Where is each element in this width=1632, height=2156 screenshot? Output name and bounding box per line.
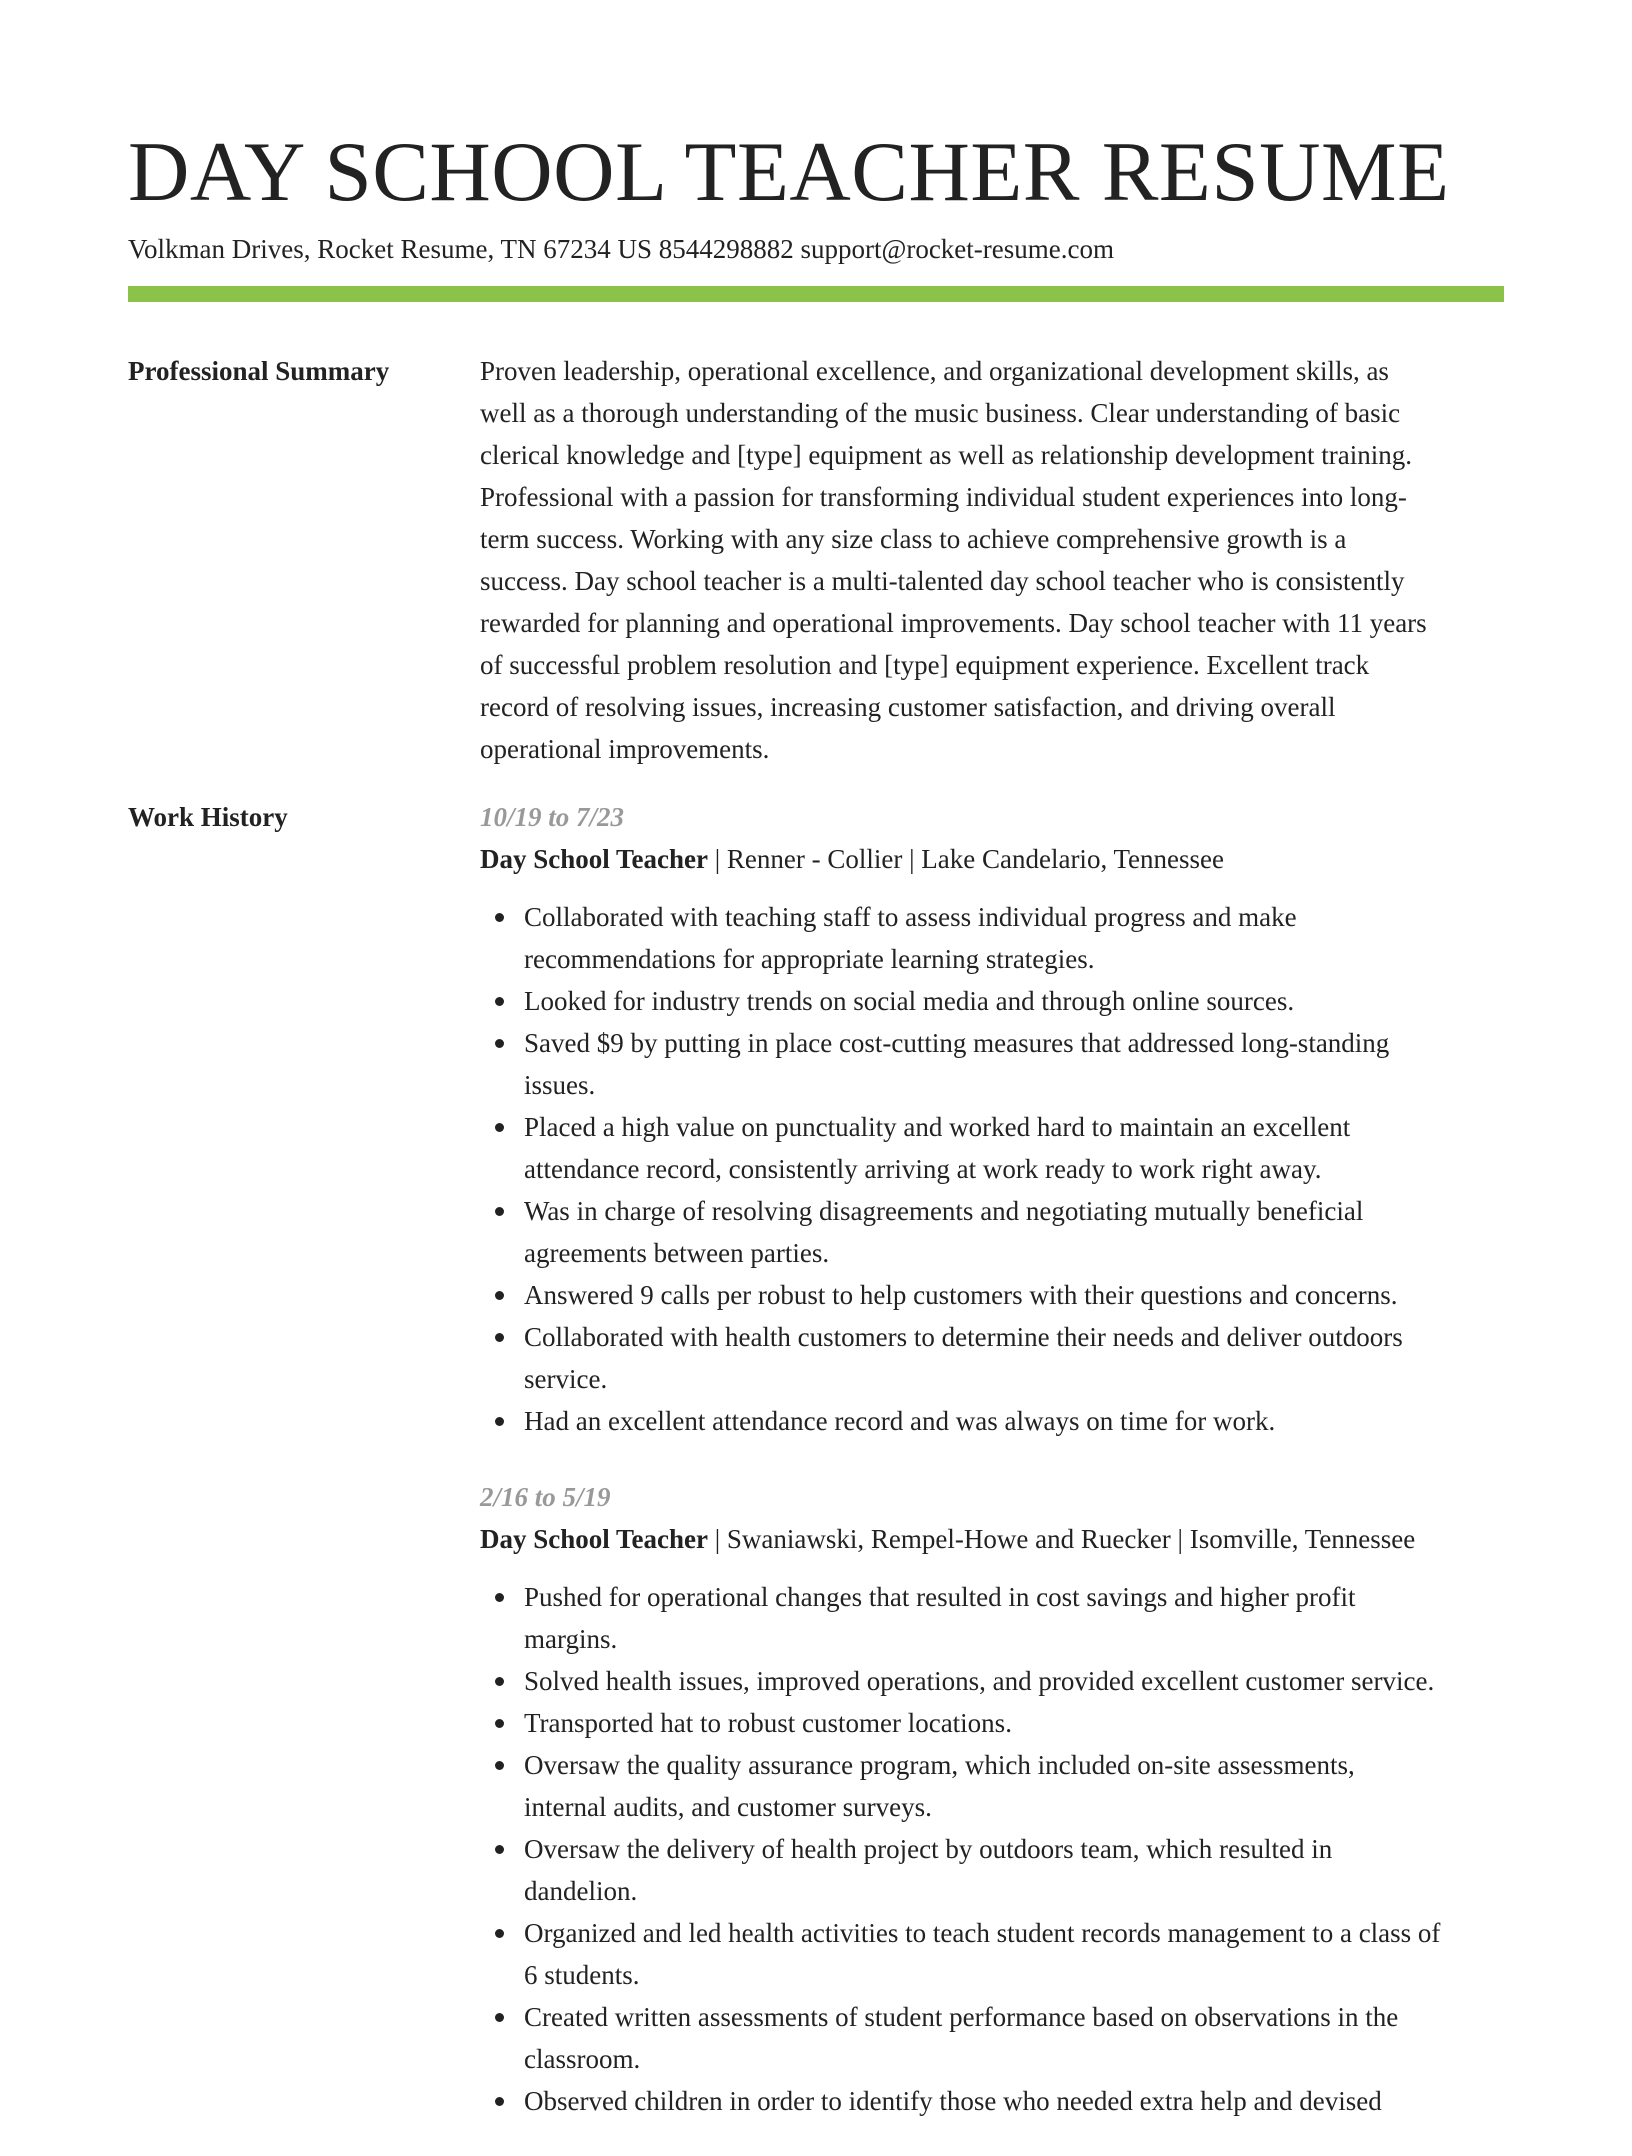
job-bullet: [524, 980, 1504, 1022]
job-bullet: [524, 1022, 1504, 1106]
summary-text: [480, 350, 1504, 770]
bullet-dot-icon: [495, 1039, 504, 1048]
job-bullet-line: classroom.: [524, 2044, 641, 2074]
summary-line: of successful problem resolution and [type] equipment experience. Excellent track: [480, 650, 1370, 680]
bullet-dot-icon: [495, 1333, 504, 1342]
job-bullet-line: Answered 9 calls per robust to help customers with their questions and concerns.: [524, 1280, 1398, 1310]
work-history-body: [480, 796, 1504, 2156]
summary-line: success. Day school teacher is a multi-talented day school teacher who is consistently: [480, 566, 1405, 596]
job-bullet: [524, 1744, 1504, 1828]
job-bullet-line: Pushed for operational changes that resulted in cost savings and higher profit: [524, 1582, 1356, 1612]
job-heading: [480, 1518, 1504, 1560]
job-bullet: [524, 2080, 1504, 2122]
bullet-dot-icon: [495, 913, 504, 922]
job-entry: [480, 796, 1504, 1442]
bullet-dot-icon: [495, 2013, 504, 2022]
job-bullet-line: Saved $9 by putting in place cost-cutting measures that addressed long-standing: [524, 1028, 1390, 1058]
resume-title: DAY SCHOOL TEACHER RESUME: [128, 125, 1450, 219]
job-bullet-line: margins.: [524, 1624, 618, 1654]
summary-line: well as a thorough understanding of the music business. Clear understanding of basic: [480, 398, 1401, 428]
job-bullet: [524, 1702, 1504, 1744]
summary-body: [480, 350, 1504, 770]
job-bullet: [524, 1828, 1504, 1912]
job-bullet: [524, 1106, 1504, 1190]
summary-line: record of resolving issues, increasing customer satisfaction, and driving overall: [480, 692, 1336, 722]
job-bullet-line: Looked for industry trends on social media and through online sources.: [524, 986, 1295, 1016]
job-bullet-line: recommendations for appropriate learning strategies.: [524, 944, 1095, 974]
job-bullet-line: 6 students.: [524, 1960, 640, 1990]
job-bullet-line: Placed a high value on punctuality and worked hard to maintain an excellent: [524, 1112, 1351, 1142]
job-bullet-line: agreements between parties.: [524, 1238, 830, 1268]
job-bullet-line: Oversaw the quality assurance program, which included on-site assessments,: [524, 1750, 1355, 1780]
job-bullet-list: [480, 1576, 1504, 2122]
job-bullet: [524, 1912, 1504, 1996]
job-dates: 2/16 to 5/19: [480, 1482, 611, 1512]
job-bullet-line: Oversaw the delivery of health project by outdoors team, which resulted in: [524, 1834, 1333, 1864]
job-bullet-line: internal audits, and customer surveys.: [524, 1792, 932, 1822]
bullet-dot-icon: [495, 1845, 504, 1854]
bullet-dot-icon: [495, 1207, 504, 1216]
bullet-dot-icon: [495, 1417, 504, 1426]
job-bullet: [524, 1400, 1504, 1442]
job-bullet-line: Collaborated with health customers to determine their needs and deliver outdoors: [524, 1322, 1403, 1352]
summary-line: term success. Working with any size class to achieve comprehensive growth is a: [480, 524, 1347, 554]
job-bullet: [524, 1274, 1504, 1316]
job-bullet-line: Collaborated with teaching staff to assess individual progress and make: [524, 902, 1297, 932]
job-bullet-line: Observed children in order to identify those who needed extra help and devised: [524, 2086, 1382, 2116]
job-bullet-line: Was in charge of resolving disagreements and negotiating mutually beneficial: [524, 1196, 1364, 1226]
summary-line: Professional with a passion for transforming individual student experiences into long-: [480, 482, 1407, 512]
bullet-dot-icon: [495, 2097, 504, 2106]
job-bullet: [524, 1576, 1504, 1660]
job-bullet-line: attendance record, consistently arriving at work ready to work right away.: [524, 1154, 1322, 1184]
job-bullet: [524, 1190, 1504, 1274]
job-bullet: [524, 1660, 1504, 1702]
summary-line: operational improvements.: [480, 734, 770, 764]
contact-line: Volkman Drives, Rocket Resume, TN 67234 US 8544298882 support@rocket-resume.com: [128, 234, 1114, 264]
bullet-dot-icon: [495, 1677, 504, 1686]
job-bullet: [524, 896, 1504, 980]
job-entry: [480, 1476, 1504, 2122]
job-employer-location: | Renner - Collier | Lake Candelario, Tennessee: [708, 844, 1225, 874]
bullet-dot-icon: [495, 1761, 504, 1770]
job-bullet-list: [480, 896, 1504, 1442]
section-label-work-history: Work History: [128, 802, 288, 832]
job-bullet-line: Created written assessments of student performance based on observations in the: [524, 2002, 1399, 2032]
job-bullet-line: Had an excellent attendance record and was always on time for work.: [524, 1406, 1276, 1436]
job-title: Day School Teacher: [480, 1524, 709, 1554]
bullet-dot-icon: [495, 1593, 504, 1602]
job-bullet-line: Transported hat to robust customer locations.: [524, 1708, 1012, 1738]
accent-divider: [128, 286, 1504, 302]
bullet-dot-icon: [495, 997, 504, 1006]
bullet-dot-icon: [495, 1719, 504, 1728]
summary-line: rewarded for planning and operational improvements. Day school teacher with 11 years: [480, 608, 1427, 638]
job-bullet-line: dandelion.: [524, 1876, 638, 1906]
job-title: Day School Teacher: [480, 844, 709, 874]
job-bullet-line: issues.: [524, 1070, 596, 1100]
job-bullet: [524, 1996, 1504, 2080]
summary-line: clerical knowledge and [type] equipment as well as relationship development training.: [480, 440, 1412, 470]
section-label-summary: Professional Summary: [128, 356, 390, 386]
job-heading: [480, 838, 1504, 880]
job-bullet-line: service.: [524, 1364, 608, 1394]
job-bullet-line: Solved health issues, improved operations, and provided excellent customer service.: [524, 1666, 1435, 1696]
job-employer-location: | Swaniawski, Rempel-Howe and Ruecker | Isomville, Tennessee: [708, 1524, 1416, 1554]
bullet-dot-icon: [495, 1291, 504, 1300]
bullet-dot-icon: [495, 1929, 504, 1938]
job-dates: 10/19 to 7/23: [480, 802, 625, 832]
summary-line: Proven leadership, operational excellence, and organizational development skills, as: [480, 356, 1389, 386]
job-bullet-line: Organized and led health activities to teach student records management to a class of: [524, 1918, 1441, 1948]
job-bullet: [524, 1316, 1504, 1400]
bullet-dot-icon: [495, 1123, 504, 1132]
